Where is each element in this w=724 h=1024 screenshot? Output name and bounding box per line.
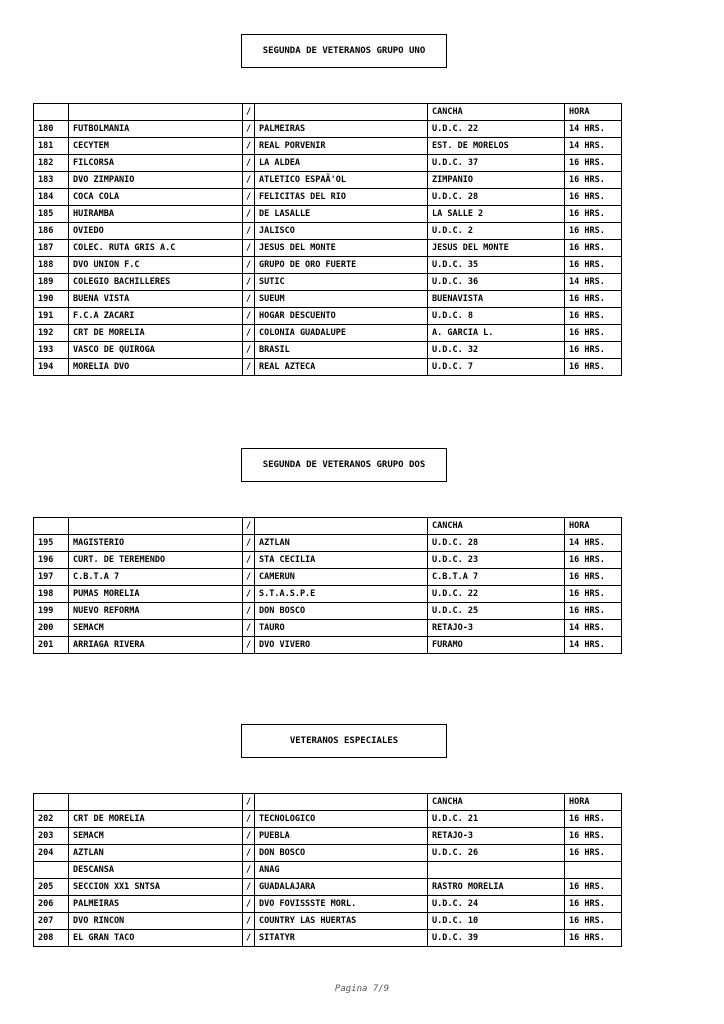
cell-time: 16 HRS. <box>565 569 622 586</box>
cell-home: DVO ZIMPANIO <box>69 172 243 189</box>
cell-field: U.D.C. 7 <box>428 359 565 376</box>
cell-num: 194 <box>34 359 69 376</box>
cell-field: U.D.C. 23 <box>428 552 565 569</box>
cell-num: 190 <box>34 291 69 308</box>
cell-away: LA ALDEA <box>255 155 428 172</box>
cell-field: EST. DE MORELOS <box>428 138 565 155</box>
cell-home: OVIEDO <box>69 223 243 240</box>
cell-num: 189 <box>34 274 69 291</box>
cell-away: SUTIC <box>255 274 428 291</box>
cell-away: CAMERUN <box>255 569 428 586</box>
table-row <box>34 189 622 206</box>
table-row <box>34 930 622 947</box>
cell-time: 14 HRS. <box>565 274 622 291</box>
cell-away: DON BOSCO <box>255 603 428 620</box>
cell-time: 16 HRS. <box>565 155 622 172</box>
cell-num: 196 <box>34 552 69 569</box>
table-row <box>34 845 622 862</box>
table-row <box>34 274 622 291</box>
cell-away: GUADALAJARA <box>255 879 428 896</box>
cell-sep: / <box>243 155 255 172</box>
cell-away <box>255 794 428 811</box>
cell-time: 16 HRS. <box>565 930 622 947</box>
table-row <box>34 155 622 172</box>
cell-sep: / <box>243 845 255 862</box>
cell-num <box>34 518 69 535</box>
cell-home <box>69 104 243 121</box>
cell-time <box>565 862 622 879</box>
cell-time: HORA <box>565 518 622 535</box>
cell-num <box>34 862 69 879</box>
cell-field: U.D.C. 26 <box>428 845 565 862</box>
cell-home: CRT DE MORELIA <box>69 811 243 828</box>
cell-field: U.D.C. 22 <box>428 586 565 603</box>
table-row <box>34 535 622 552</box>
cell-sep: / <box>243 189 255 206</box>
cell-time: 16 HRS. <box>565 325 622 342</box>
cell-field: RETAJO-3 <box>428 828 565 845</box>
cell-time: 16 HRS. <box>565 845 622 862</box>
table-row <box>34 637 622 654</box>
cell-field: U.D.C. 39 <box>428 930 565 947</box>
cell-time: 16 HRS. <box>565 603 622 620</box>
cell-time: 14 HRS. <box>565 637 622 654</box>
cell-home: SEMACM <box>69 828 243 845</box>
table-row <box>34 240 622 257</box>
table-row <box>34 308 622 325</box>
cell-away: STA CECILIA <box>255 552 428 569</box>
cell-sep: / <box>243 586 255 603</box>
table-header-row <box>34 104 622 121</box>
cell-home: CECYTEM <box>69 138 243 155</box>
cell-time: HORA <box>565 794 622 811</box>
table-row <box>34 896 622 913</box>
cell-home: COCA COLA <box>69 189 243 206</box>
cell-time: 16 HRS. <box>565 189 622 206</box>
cell-away: COUNTRY LAS HUERTAS <box>255 913 428 930</box>
cell-num <box>34 794 69 811</box>
cell-away: PALMEIRAS <box>255 121 428 138</box>
cell-field: CANCHA <box>428 104 565 121</box>
cell-home: SEMACM <box>69 620 243 637</box>
cell-away: TAURO <box>255 620 428 637</box>
cell-sep: / <box>243 879 255 896</box>
cell-time: 16 HRS. <box>565 223 622 240</box>
table-row <box>34 121 622 138</box>
cell-home: MAGISTERIO <box>69 535 243 552</box>
cell-num: 207 <box>34 913 69 930</box>
table-row <box>34 913 622 930</box>
cell-home: COLEC. RUTA GRIS A.C <box>69 240 243 257</box>
cell-home <box>69 518 243 535</box>
cell-field: U.D.C. 36 <box>428 274 565 291</box>
cell-num: 188 <box>34 257 69 274</box>
cell-away: AZTLAN <box>255 535 428 552</box>
cell-home: C.B.T.A 7 <box>69 569 243 586</box>
cell-away: PUEBLA <box>255 828 428 845</box>
cell-time: 14 HRS. <box>565 121 622 138</box>
table-row <box>34 620 622 637</box>
schedule-table-grupo-uno <box>33 103 622 376</box>
cell-time: 16 HRS. <box>565 828 622 845</box>
cell-sep: / <box>243 535 255 552</box>
table-row <box>34 325 622 342</box>
cell-num: 184 <box>34 189 69 206</box>
table-row <box>34 828 622 845</box>
cell-field: U.D.C. 28 <box>428 189 565 206</box>
cell-away: SUEUM <box>255 291 428 308</box>
table-row <box>34 223 622 240</box>
cell-home: PUMAS MORELIA <box>69 586 243 603</box>
cell-field <box>428 862 565 879</box>
cell-field: CANCHA <box>428 794 565 811</box>
cell-home: F.C.A ZACARI <box>69 308 243 325</box>
cell-time: 16 HRS. <box>565 879 622 896</box>
cell-sep: / <box>243 104 255 121</box>
cell-field: U.D.C. 8 <box>428 308 565 325</box>
table-row <box>34 569 622 586</box>
table-row <box>34 359 622 376</box>
cell-num: 202 <box>34 811 69 828</box>
cell-sep: / <box>243 896 255 913</box>
cell-home: AZTLAN <box>69 845 243 862</box>
cell-sep: / <box>243 172 255 189</box>
cell-sep: / <box>243 569 255 586</box>
cell-field: ZIMPANIO <box>428 172 565 189</box>
cell-num: 198 <box>34 586 69 603</box>
cell-time: 16 HRS. <box>565 811 622 828</box>
cell-home: FILCORSA <box>69 155 243 172</box>
cell-away: FELICITAS DEL RIO <box>255 189 428 206</box>
table-row <box>34 342 622 359</box>
cell-field: JESUS DEL MONTE <box>428 240 565 257</box>
cell-sep: / <box>243 257 255 274</box>
cell-field: C.B.T.A 7 <box>428 569 565 586</box>
cell-field: A. GARCIA L. <box>428 325 565 342</box>
cell-away: DON BOSCO <box>255 845 428 862</box>
cell-num: 203 <box>34 828 69 845</box>
cell-field: CANCHA <box>428 518 565 535</box>
table-row <box>34 291 622 308</box>
cell-away: ATLETICO ESPAÃ'OL <box>255 172 428 189</box>
cell-away: GRUPO DE ORO FUERTE <box>255 257 428 274</box>
cell-field: U.D.C. 10 <box>428 913 565 930</box>
cell-field: U.D.C. 28 <box>428 535 565 552</box>
cell-num: 192 <box>34 325 69 342</box>
cell-sep: / <box>243 240 255 257</box>
cell-away: S.T.A.S.P.E <box>255 586 428 603</box>
cell-sep: / <box>243 206 255 223</box>
cell-sep: / <box>243 811 255 828</box>
cell-num: 197 <box>34 569 69 586</box>
table-row <box>34 879 622 896</box>
cell-field: U.D.C. 24 <box>428 896 565 913</box>
cell-sep: / <box>243 308 255 325</box>
table-row <box>34 257 622 274</box>
cell-num: 199 <box>34 603 69 620</box>
cell-home: DVO UNION F.C <box>69 257 243 274</box>
cell-home: DESCANSA <box>69 862 243 879</box>
cell-sep: / <box>243 342 255 359</box>
schedule-table-veteranos-especiales <box>33 793 622 947</box>
cell-time: 16 HRS. <box>565 896 622 913</box>
cell-field: U.D.C. 25 <box>428 603 565 620</box>
cell-num: 187 <box>34 240 69 257</box>
cell-away: BRASIL <box>255 342 428 359</box>
cell-field: U.D.C. 32 <box>428 342 565 359</box>
cell-sep: / <box>243 121 255 138</box>
cell-field: U.D.C. 2 <box>428 223 565 240</box>
cell-time: 16 HRS. <box>565 291 622 308</box>
cell-num: 200 <box>34 620 69 637</box>
cell-time: 16 HRS. <box>565 913 622 930</box>
cell-field: U.D.C. 22 <box>428 121 565 138</box>
cell-num: 185 <box>34 206 69 223</box>
cell-num: 204 <box>34 845 69 862</box>
cell-field: FURAMO <box>428 637 565 654</box>
cell-num: 193 <box>34 342 69 359</box>
table-row <box>34 206 622 223</box>
cell-field: U.D.C. 21 <box>428 811 565 828</box>
cell-num: 183 <box>34 172 69 189</box>
cell-field: RASTRO MORELIA <box>428 879 565 896</box>
cell-time: 16 HRS. <box>565 359 622 376</box>
schedule-table-grupo-dos <box>33 517 622 654</box>
cell-away: COLONIA GUADALUPE <box>255 325 428 342</box>
cell-sep: / <box>243 930 255 947</box>
cell-away: ANAG <box>255 862 428 879</box>
cell-home <box>69 794 243 811</box>
section-title-grupo-dos: SEGUNDA DE VETERANOS GRUPO DOS <box>241 448 447 482</box>
cell-home: COLEGIO BACHILLERES <box>69 274 243 291</box>
cell-field: U.D.C. 37 <box>428 155 565 172</box>
cell-num: 195 <box>34 535 69 552</box>
cell-sep: / <box>243 138 255 155</box>
cell-home: CRT DE MORELIA <box>69 325 243 342</box>
cell-away: REAL AZTECA <box>255 359 428 376</box>
table-row <box>34 586 622 603</box>
cell-time: 14 HRS. <box>565 535 622 552</box>
cell-sep: / <box>243 291 255 308</box>
cell-away: TECNOLOGICO <box>255 811 428 828</box>
cell-sep: / <box>243 620 255 637</box>
cell-sep: / <box>243 223 255 240</box>
cell-field: BUENAVISTA <box>428 291 565 308</box>
cell-time: 16 HRS. <box>565 552 622 569</box>
cell-time: 16 HRS. <box>565 206 622 223</box>
cell-num: 206 <box>34 896 69 913</box>
table-row <box>34 138 622 155</box>
cell-sep: / <box>243 325 255 342</box>
table-row <box>34 811 622 828</box>
cell-away <box>255 104 428 121</box>
cell-home: VASCO DE QUIROGA <box>69 342 243 359</box>
cell-num: 208 <box>34 930 69 947</box>
page-number: Pagina 7/9 <box>334 984 390 994</box>
cell-field: LA SALLE 2 <box>428 206 565 223</box>
cell-away: DE LASALLE <box>255 206 428 223</box>
cell-time: 16 HRS. <box>565 342 622 359</box>
cell-num: 191 <box>34 308 69 325</box>
cell-time: 16 HRS. <box>565 586 622 603</box>
cell-away: REAL PORVENIR <box>255 138 428 155</box>
cell-time: 16 HRS. <box>565 308 622 325</box>
table-row <box>34 172 622 189</box>
section-title-veteranos-especiales: VETERANOS ESPECIALES <box>241 724 447 758</box>
cell-sep: / <box>243 828 255 845</box>
cell-sep: / <box>243 603 255 620</box>
cell-home: NUEVO REFORMA <box>69 603 243 620</box>
cell-home: EL GRAN TACO <box>69 930 243 947</box>
table-row <box>34 862 622 879</box>
table-row <box>34 603 622 620</box>
cell-time: 16 HRS. <box>565 240 622 257</box>
cell-sep: / <box>243 274 255 291</box>
cell-num: 201 <box>34 637 69 654</box>
cell-away: SITATYR <box>255 930 428 947</box>
cell-away <box>255 518 428 535</box>
section-title-grupo-uno: SEGUNDA DE VETERANOS GRUPO UNO <box>241 34 447 68</box>
cell-time: 16 HRS. <box>565 257 622 274</box>
cell-away: HOGAR DESCUENTO <box>255 308 428 325</box>
cell-away: DVO FOVISSSTE MORL. <box>255 896 428 913</box>
cell-home: BUENA VISTA <box>69 291 243 308</box>
cell-num: 180 <box>34 121 69 138</box>
table-header-row <box>34 518 622 535</box>
cell-away: JESUS DEL MONTE <box>255 240 428 257</box>
cell-sep: / <box>243 794 255 811</box>
cell-sep: / <box>243 862 255 879</box>
table-row <box>34 552 622 569</box>
cell-home: CURT. DE TEREMENDO <box>69 552 243 569</box>
cell-home: FUTBOLMANIA <box>69 121 243 138</box>
cell-home: SECCION XX1 SNTSA <box>69 879 243 896</box>
cell-home: HUIRAMBA <box>69 206 243 223</box>
cell-num: 205 <box>34 879 69 896</box>
cell-away: JALISCO <box>255 223 428 240</box>
table-header-row <box>34 794 622 811</box>
cell-time: 16 HRS. <box>565 172 622 189</box>
cell-num: 182 <box>34 155 69 172</box>
cell-num <box>34 104 69 121</box>
cell-home: MORELIA DVO <box>69 359 243 376</box>
cell-num: 181 <box>34 138 69 155</box>
cell-field: RETAJO-3 <box>428 620 565 637</box>
cell-sep: / <box>243 552 255 569</box>
cell-away: DVO VIVERO <box>255 637 428 654</box>
cell-home: ARRIAGA RIVERA <box>69 637 243 654</box>
cell-sep: / <box>243 637 255 654</box>
cell-sep: / <box>243 359 255 376</box>
cell-sep: / <box>243 518 255 535</box>
cell-home: PALMEIRAS <box>69 896 243 913</box>
cell-time: 14 HRS. <box>565 138 622 155</box>
cell-field: U.D.C. 35 <box>428 257 565 274</box>
cell-sep: / <box>243 913 255 930</box>
cell-num: 186 <box>34 223 69 240</box>
cell-time: 14 HRS. <box>565 620 622 637</box>
cell-home: DVO RINCON <box>69 913 243 930</box>
cell-time: HORA <box>565 104 622 121</box>
